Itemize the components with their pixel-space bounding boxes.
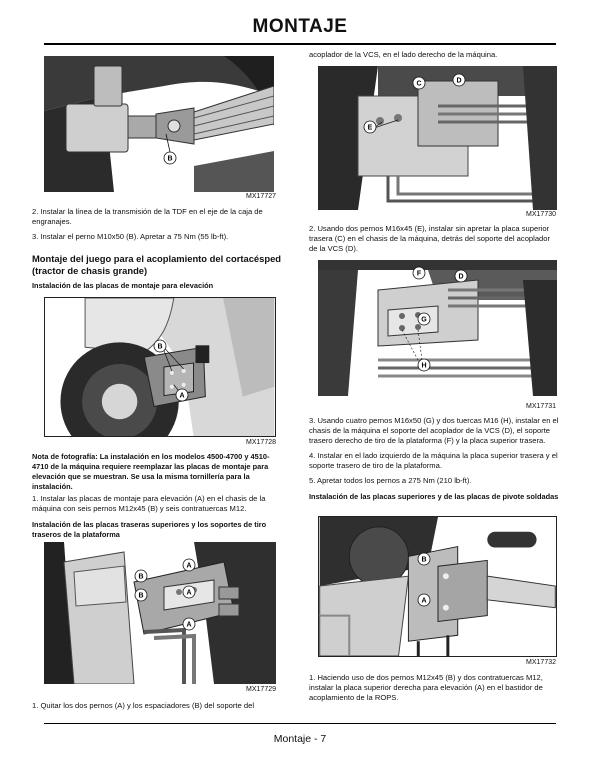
figure-pto-driveline bbox=[44, 56, 274, 192]
callout-a bbox=[172, 385, 192, 405]
figure-pivot-plates-illustration bbox=[319, 517, 556, 656]
callout-d bbox=[451, 266, 471, 286]
step-text: 2. Instalar la línea de la transmisión de la TDF en el eje de la caja de engranajes. bbox=[32, 207, 263, 226]
callout-g bbox=[414, 309, 434, 329]
callout-h bbox=[414, 355, 434, 375]
svg-text:A: A bbox=[186, 621, 192, 629]
svg-text:F: F bbox=[416, 270, 422, 278]
svg-text:B: B bbox=[157, 343, 163, 351]
figure-rear-plates bbox=[44, 542, 276, 684]
figure-code: MX17730 bbox=[526, 211, 556, 218]
svg-text:A: A bbox=[179, 392, 185, 400]
figure-rear-plates-illustration bbox=[44, 542, 276, 684]
callout-e bbox=[360, 117, 380, 137]
callout-c bbox=[409, 73, 429, 93]
subsection-heading: Instalación de las placas de montaje para elevación bbox=[32, 281, 214, 290]
svg-text:A: A bbox=[186, 589, 192, 597]
figure-lift-plates bbox=[44, 297, 276, 437]
step-text: 3. Usando cuatro pernos M16x50 (G) y dos tuercas M16 (H), instalar en el chasis de la máquina el soporte del acoplador de la VCS (D), el soporte trasero derecho de tiro de la plataforma (F) y la placa superior trasera. bbox=[309, 416, 559, 445]
figure-vcs-coupler bbox=[318, 66, 557, 210]
callout-a bbox=[179, 582, 199, 602]
callout-b bbox=[131, 566, 151, 586]
figure-vcs-coupler-illustration bbox=[318, 66, 557, 210]
figure-code: MX17727 bbox=[246, 193, 276, 200]
step-text: acoplador de la VCS, en el lado derecho de la máquina. bbox=[309, 50, 498, 59]
callout-d bbox=[449, 70, 469, 90]
figure-lift-plates-illustration bbox=[45, 298, 275, 436]
section-heading: Montaje del juego para el acoplamiento del cortacésped (tractor de chasis grande) bbox=[32, 253, 282, 276]
page-number: Montaje - 7 bbox=[273, 733, 327, 745]
step-text: 1. Haciendo uso de dos pernos M12x45 (B) y dos contratuercas M12, instalar la placa superior derecha para elevación (A) en el bastidor de acoplamiento de la ROPS. bbox=[309, 673, 543, 702]
callout-a bbox=[179, 614, 199, 634]
svg-text:D: D bbox=[458, 273, 464, 281]
figure-code: MX17728 bbox=[246, 439, 276, 446]
figure-vcs-bolts-illustration bbox=[318, 260, 557, 396]
step-text: 2. Usando dos pernos M16x45 (E), instalar sin apretar la placa superior trasera (C) en el chasis de la máquina, detrás del soporte del acoplador de la VCS (D). bbox=[309, 224, 551, 253]
callout-a bbox=[414, 590, 434, 610]
footer-rule bbox=[44, 723, 556, 724]
callout-f bbox=[409, 263, 429, 283]
svg-text:H: H bbox=[421, 362, 427, 370]
svg-text:C: C bbox=[416, 80, 422, 88]
svg-text:D: D bbox=[456, 77, 462, 85]
callout-a bbox=[179, 555, 199, 575]
svg-text:A: A bbox=[186, 562, 192, 570]
svg-text:E: E bbox=[367, 124, 373, 132]
svg-text:G: G bbox=[421, 316, 427, 324]
subsection-heading: Instalación de las placas superiores y de las placas de pivote soldadas bbox=[309, 492, 559, 501]
subsection-heading: Instalación de las placas traseras superiores y los soportes de tiro traseros de la plataforma bbox=[32, 520, 267, 539]
figure-pivot-plates bbox=[318, 516, 557, 657]
svg-text:B: B bbox=[138, 592, 144, 600]
figure-vcs-bolts bbox=[318, 260, 557, 396]
step-text: 5. Apretar todos los pernos a 275 Nm (210 lb-ft). bbox=[309, 476, 472, 485]
svg-text:B: B bbox=[138, 573, 144, 581]
step-text: 4. Instalar en el lado izquierdo de la máquina la placa superior trasera y el soporte trasero de tiro de la plataforma. bbox=[309, 451, 558, 470]
figure-code: MX17729 bbox=[246, 686, 276, 693]
figure-code: MX17731 bbox=[526, 403, 556, 410]
callout-b bbox=[131, 585, 151, 605]
page-title: MONTAJE bbox=[252, 16, 348, 37]
svg-text:B: B bbox=[421, 556, 427, 564]
step-text: 3. Instalar el perno M10x50 (B). Apretar a 75 Nm (55 lb-ft). bbox=[32, 232, 229, 241]
figure-pto-driveline-illustration bbox=[44, 56, 274, 192]
photo-note: Nota de fotografía: La instalación en los modelos 4500-4700 y 4510-4710 de la máquina requiere reemplazar las placas de montaje para elevación que se muestran. Se usa la misma tornillería para la instalación. bbox=[32, 452, 270, 491]
callout-b bbox=[150, 336, 170, 356]
svg-text:B: B bbox=[167, 155, 173, 163]
svg-text:A: A bbox=[421, 597, 427, 605]
step-text: 1. Instalar las placas de montaje para elevación (A) en el chasis de la máquina con seis pernos M12x45 (B) y seis contratuercas M12. bbox=[32, 494, 266, 513]
callout-b bbox=[414, 549, 434, 569]
header-rule bbox=[44, 43, 556, 45]
figure-code: MX17732 bbox=[526, 659, 556, 666]
callout-b bbox=[160, 148, 180, 168]
step-text: 1. Quitar los dos pernos (A) y los espaciadores (B) del soporte del bbox=[32, 701, 255, 710]
